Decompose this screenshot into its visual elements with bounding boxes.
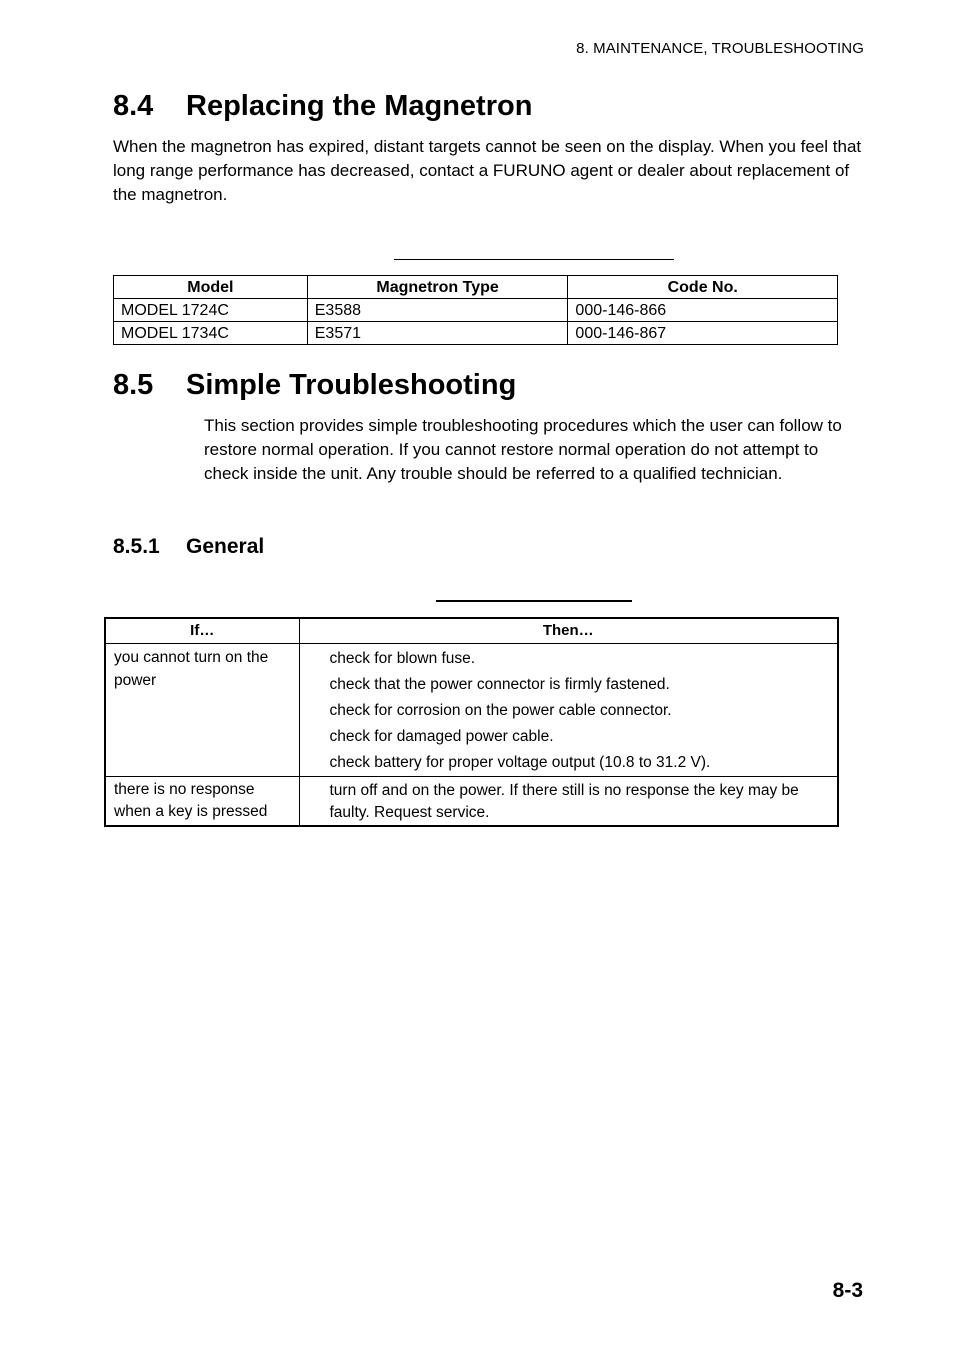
section-number: 8.5 [113, 369, 154, 401]
section-number: 8.4 [113, 90, 154, 122]
table-caption-rule [436, 600, 632, 602]
table-row [105, 644, 838, 777]
list-item: check for corrosion on the power cable connector. [329, 702, 672, 719]
section-8-5-paragraph: This section provides simple troubleshooting procedures which the user can follow to restore normal operation. If you cannot restore normal operation do not attempt to check inside the unit. Any trouble should be referred to a qualified technician. [204, 416, 842, 483]
header-code-no: Code No. [568, 276, 838, 299]
section-8-5-heading [113, 369, 516, 402]
section-8-4-paragraph: When the magnetron has expired, distant targets cannot be seen on the display. When you feel that long range performance has decreased, contact a FURUNO agent or dealer about replacement of the magnetron. [113, 137, 862, 204]
list-item: check for damaged power cable. [329, 728, 554, 745]
table-row [114, 299, 838, 322]
magnetron-table [113, 275, 838, 345]
section-title: Replacing the Magnetron [186, 90, 533, 122]
table-header-row [105, 618, 838, 644]
section-8-5-1-heading [113, 535, 264, 559]
table-header-row [114, 276, 838, 299]
cell-code-no: 000-146-867 [568, 322, 838, 345]
cell-then [299, 644, 838, 777]
cell-if: there is no response when a key is pressed [105, 777, 299, 826]
cell-if: you cannot turn on the power [105, 644, 299, 777]
table-row [105, 777, 838, 826]
section-title: Simple Troubleshooting [186, 369, 517, 401]
subsection-number: 8.5.1 [113, 535, 160, 558]
running-head: 8. MAINTENANCE, TROUBLESHOOTING [576, 40, 864, 57]
list-item: check battery for proper voltage output (10.8 to 31.2 V). [329, 754, 711, 771]
header-if: If… [105, 618, 299, 644]
page-number: 8-3 [832, 1279, 863, 1302]
table-row [114, 322, 838, 345]
section-8-4-heading [113, 90, 532, 123]
header-model: Model [114, 276, 308, 299]
cell-model: MODEL 1734C [114, 322, 308, 345]
header-then: Then… [299, 618, 838, 644]
cell-then [299, 777, 838, 826]
header-magnetron-type: Magnetron Type [307, 276, 568, 299]
troubleshooting-table [104, 617, 839, 827]
cell-magnetron-type: E3571 [307, 322, 568, 345]
list-item: turn off and on the power. If there still is no response the key may be faulty. Request service. [329, 782, 799, 821]
list-item: check for blown fuse. [329, 650, 476, 667]
subsection-title: General [186, 535, 265, 558]
cell-code-no: 000-146-866 [568, 299, 838, 322]
cell-magnetron-type: E3588 [307, 299, 568, 322]
list-item: check that the power connector is firmly fastened. [329, 676, 670, 693]
cell-model: MODEL 1724C [114, 299, 308, 322]
table-caption-rule [394, 259, 674, 260]
